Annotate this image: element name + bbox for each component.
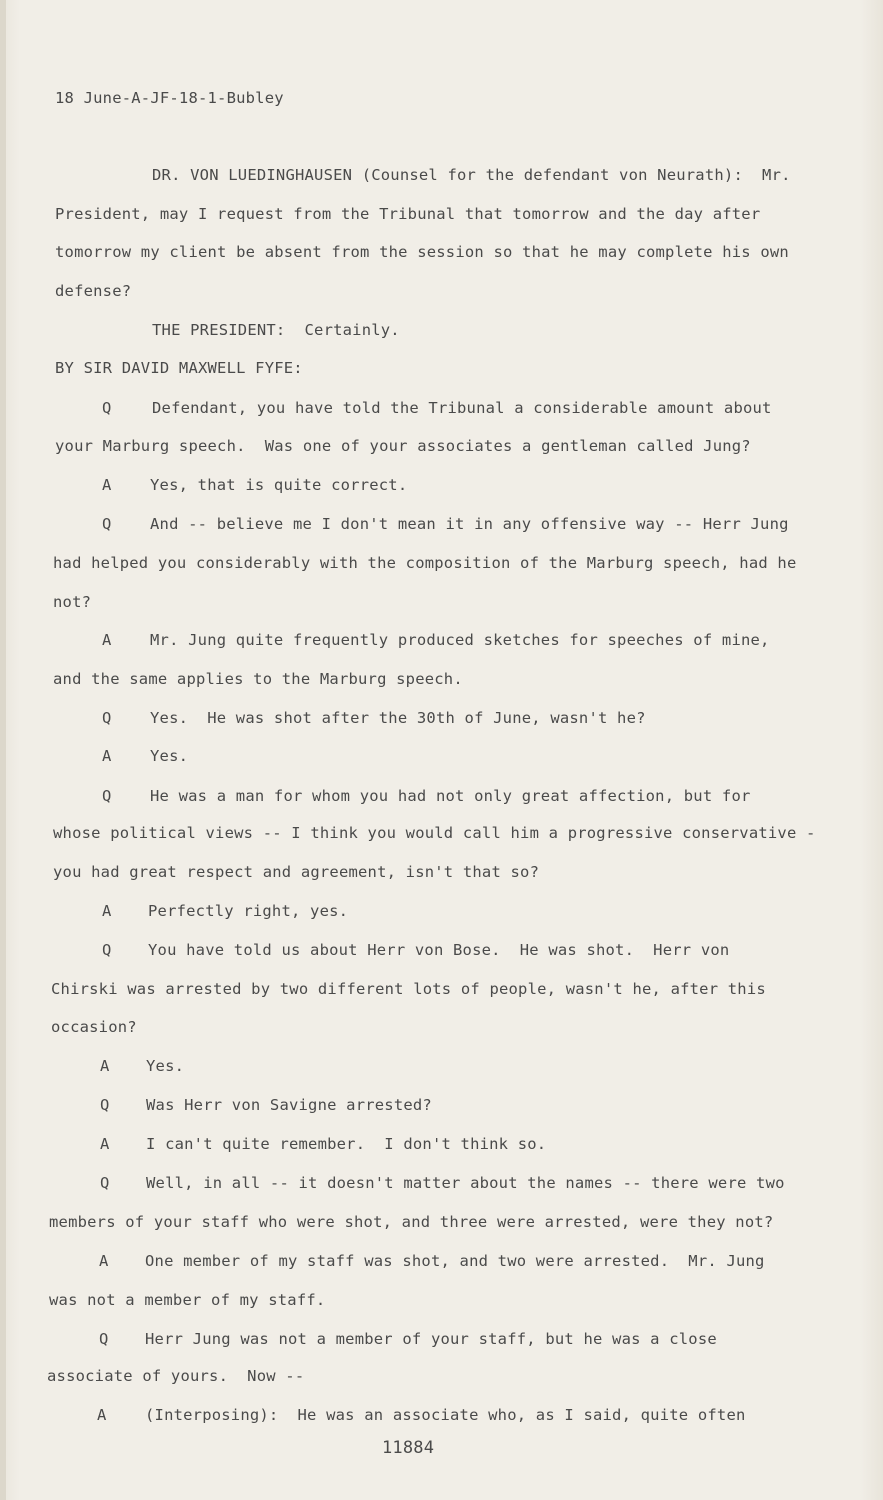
transcript-line: Well, in all -- it doesn't matter about the names -- there were two	[146, 1174, 785, 1192]
transcript-line: You have told us about Herr von Bose. He was shot. Herr von	[148, 941, 730, 959]
speaker-a: A	[102, 747, 112, 765]
transcript-line: defense?	[55, 282, 132, 300]
transcript-line: DR. VON LUEDINGHAUSEN (Counsel for the defendant von Neurath): Mr.	[152, 166, 791, 184]
transcript-line: members of your staff who were shot, and three were arrested, were they not?	[49, 1213, 774, 1231]
transcript-line: And -- believe me I don't mean it in any offensive way -- Herr Jung	[150, 515, 789, 533]
speaker-q: Q	[102, 787, 112, 805]
transcript-line: Yes.	[150, 747, 189, 765]
speaker-q: Q	[102, 709, 112, 727]
transcript-line: Perfectly right, yes.	[148, 902, 349, 920]
transcript-line: your Marburg speech. Was one of your associates a gentleman called Jung?	[55, 437, 751, 455]
transcript-line: occasion?	[51, 1018, 137, 1036]
transcript-line: not?	[53, 593, 92, 611]
transcript-line: tomorrow my client be absent from the session so that he may complete his own	[55, 243, 789, 261]
transcript-line: Mr. Jung quite frequently produced sketches for speeches of mine,	[150, 631, 770, 649]
transcript-line: THE PRESIDENT: Certainly.	[152, 321, 400, 339]
speaker-a: A	[102, 902, 112, 920]
speaker-a: A	[102, 631, 112, 649]
transcript-line: I can't quite remember. I don't think so.	[146, 1135, 547, 1153]
transcript-line: Yes, that is quite correct.	[150, 476, 408, 494]
document-header-id: 18 June-A-JF-18-1-Bubley	[55, 89, 284, 107]
speaker-q: Q	[102, 515, 112, 533]
transcript-line: was not a member of my staff.	[49, 1291, 326, 1309]
transcript-line: Herr Jung was not a member of your staff, but he was a close	[145, 1330, 717, 1348]
transcript-line: and the same applies to the Marburg speech.	[53, 670, 463, 688]
speaker-q: Q	[102, 399, 112, 417]
transcript-line: associate of yours. Now --	[47, 1367, 305, 1385]
speaker-q: Q	[99, 1330, 109, 1348]
transcript-line: Yes.	[146, 1057, 185, 1075]
transcript-line: Yes. He was shot after the 30th of June, wasn't he?	[150, 709, 646, 727]
speaker-q: Q	[100, 1174, 110, 1192]
transcript-line: whose political views -- I think you would call him a progressive conservative -	[53, 824, 816, 842]
speaker-a: A	[100, 1057, 110, 1075]
page-number: 11884	[382, 1438, 435, 1458]
speaker-a: A	[99, 1252, 109, 1270]
transcript-line: Defendant, you have told the Tribunal a considerable amount about	[152, 399, 772, 417]
speaker-a: A	[100, 1135, 110, 1153]
transcript-line: you had great respect and agreement, isn't that so?	[53, 863, 540, 881]
transcript-line: President, may I request from the Tribunal that tomorrow and the day after	[55, 205, 761, 223]
speaker-a: A	[102, 476, 112, 494]
transcript-line: Was Herr von Savigne arrested?	[146, 1096, 432, 1114]
transcript-line: He was a man for whom you had not only great affection, but for	[150, 787, 751, 805]
speaker-q: Q	[102, 941, 112, 959]
speaker-q: Q	[100, 1096, 110, 1114]
transcript-line: BY SIR DAVID MAXWELL FYFE:	[55, 359, 303, 377]
transcript-line: Chirski was arrested by two different lots of people, wasn't he, after this	[51, 980, 766, 998]
speaker-a: A	[97, 1406, 107, 1424]
transcript-line: (Interposing): He was an associate who, as I said, quite often	[145, 1406, 746, 1424]
transcript-line: One member of my staff was shot, and two were arrested. Mr. Jung	[145, 1252, 765, 1270]
transcript-line: had helped you considerably with the composition of the Marburg speech, had he	[53, 554, 797, 572]
page-edge	[0, 0, 6, 1500]
